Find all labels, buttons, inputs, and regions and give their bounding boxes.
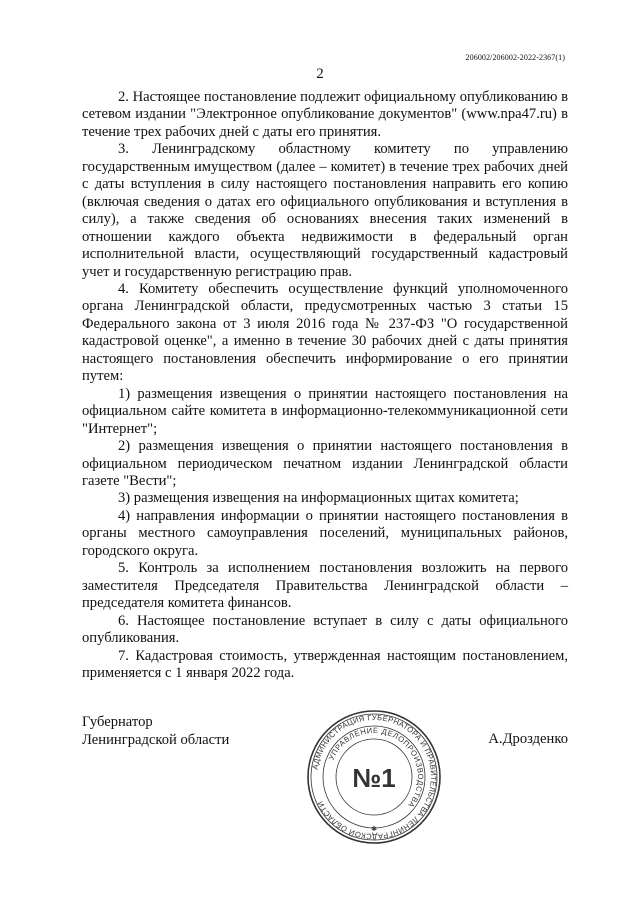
paragraph-4-item-3: 3) размещения извещения на информационных щитах комитета; <box>118 490 519 507</box>
paragraph-4-item-2: 2) размещения извещения о принятии настоящего постановления в официальном периодическом печатном издании Ленинградской области газете "Вести"; <box>82 438 568 489</box>
paragraph-5: 5. Контроль за исполнением постановления возложить на первого заместителя Председателя Правительства Ленинградской области – председателя комитета финансов. <box>82 560 568 612</box>
paragraph-4-item-1: 1) размещения извещения о принятии настоящего постановления на официальном сайте комитета в информационно-телекоммуникационной сети "Интернет"; <box>82 385 568 437</box>
paragraph-4: 4. Комитету обеспечить осуществление функций уполномоченного органа Ленинградской области, предусмотренных частью 3 статьи 15 Федерального закона от 3 июля 2016 года № 237-ФЗ "О государственной кадастровой оценке", а именно в течение 30 рабочих дней с даты принятия настоящего постановления обеспечить информирование о его принятии путем: <box>82 280 568 385</box>
seal-inner-text: УПРАВЛЕНИЕ ДЕЛОПРОИЗВОДСТВА <box>326 725 426 810</box>
document-body <box>82 89 568 682</box>
page-number: 2 <box>316 66 324 82</box>
paragraph-3: 3. Ленинградскому областному комитету по управлению государственным имуществом (далее – комитет) в течение трех рабочих дней с даты вступления в силу настоящего постановления направить его копию (включая сведения о датах его официального опубликования и вступления в силу), а также сведения об основаниях внесения таких изменений в отношении каждого объекта недвижимости в федеральный орган исполнительной власти, осуществляющий государственный кадастровый учет и государственную регистрацию прав. <box>82 141 568 280</box>
signature-title-line1: Губернатор <box>82 714 153 730</box>
paragraph-2: 2. Настоящее постановление подлежит официальному опубликованию в сетевом издании "Электронное опубликование документов" (www.npa47.ru) в течение трех рабочих дней с даты его принятия. <box>82 89 568 140</box>
seal-center-text: №1 <box>352 763 396 793</box>
star-icon: ✱ <box>371 826 377 833</box>
official-seal <box>306 709 442 845</box>
signature-name: А.Дрозденко <box>488 731 568 747</box>
document-id: 206002/206002-2022-2367(1) <box>465 53 565 62</box>
paragraph-6: 6. Настоящее постановление вступает в силу с даты официального опубликования. <box>82 612 568 647</box>
paragraph-7: 7. Кадастровая стоимость, утвержденная настоящим постановлением, применяется с 1 января 2022 года. <box>82 647 568 681</box>
paragraph-4-item-4: 4) направления информации о принятии настоящего постановления в органы местного самоуправления поселений, муниципальных районов, городского округа. <box>82 507 568 559</box>
signature-title-line2: Ленинградской области <box>82 732 230 748</box>
seal-outer-text: АДМИНИСТРАЦИЯ ГУБЕРНАТОРА И ПРАВИТЕЛЬСТВА ЛЕНИНГРАДСКОЙ ОБЛАСТИ <box>310 712 439 842</box>
signature-title <box>82 713 229 749</box>
